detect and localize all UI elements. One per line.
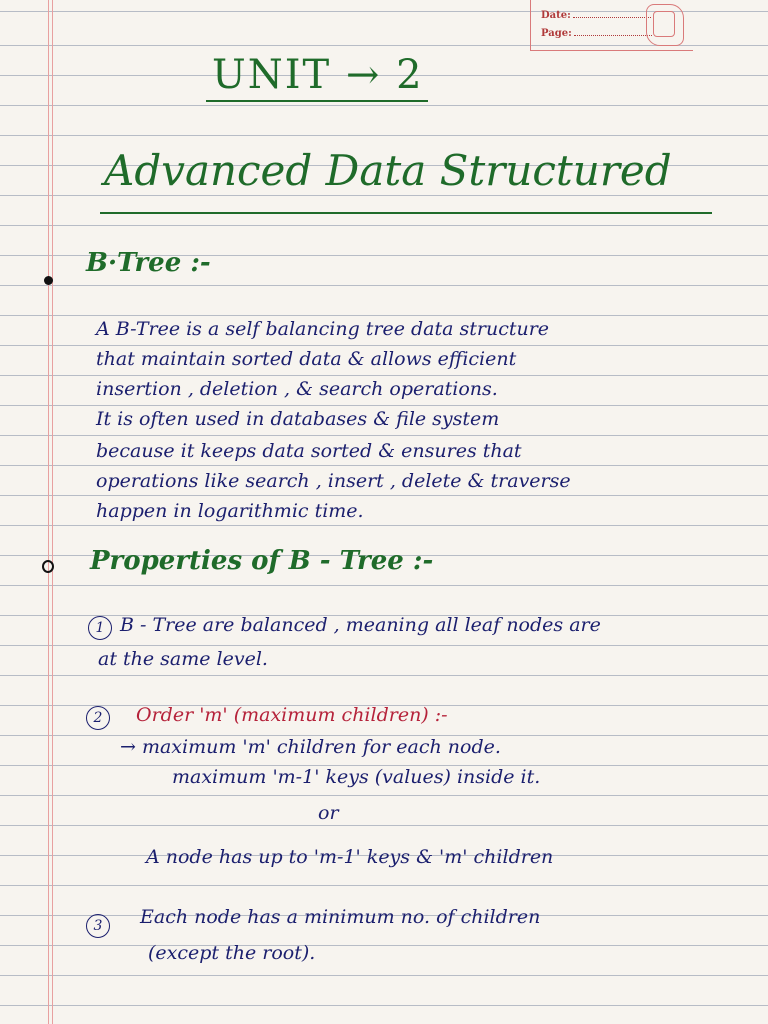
main-title-underline <box>100 212 712 214</box>
margin-line <box>48 0 49 1024</box>
property-2-heading: Order 'm' (maximum children) :- <box>136 704 448 726</box>
margin-line <box>52 0 53 1024</box>
property-3-line: (except the root). <box>148 942 316 964</box>
btree-line: that maintain sorted data & allows efficient <box>96 348 517 370</box>
btree-line: A B-Tree is a self balancing tree data structure <box>96 318 550 340</box>
btree-line: insertion , deletion , & search operations. <box>96 378 498 400</box>
property-2-line: → maximum 'm' children for each node. <box>120 736 501 758</box>
bullet-dot <box>44 276 53 285</box>
property-1-line: at the same level. <box>98 648 268 670</box>
date-label: Date: <box>541 10 571 21</box>
scroll-logo-icon <box>646 4 684 46</box>
btree-heading: B·Tree :- <box>86 248 211 278</box>
property-2-line: A node has up to 'm-1' keys & 'm' children <box>146 846 554 868</box>
unit-underline <box>206 100 428 102</box>
property-1-line: B - Tree are balanced , meaning all leaf nodes are <box>120 614 601 636</box>
main-title: Advanced Data Structured <box>104 146 672 195</box>
page-label: Page: <box>541 28 572 39</box>
bullet-ring <box>42 560 54 573</box>
property-number-2: 2 <box>86 706 110 730</box>
btree-line: operations like search , insert , delete & traverse <box>96 470 571 492</box>
property-number-3: 3 <box>86 914 110 938</box>
btree-line: It is often used in databases & file system <box>96 408 500 430</box>
properties-heading: Properties of B - Tree :- <box>90 546 434 576</box>
property-2-or: or <box>318 802 339 824</box>
btree-line: happen in logarithmic time. <box>96 500 364 522</box>
unit-title: UNIT → 2 <box>212 52 424 98</box>
property-3-line: Each node has a minimum no. of children <box>140 906 541 928</box>
property-number-1: 1 <box>88 616 112 640</box>
property-2-line: maximum 'm-1' keys (values) inside it. <box>172 766 541 788</box>
btree-line: because it keeps data sorted & ensures that <box>96 440 522 462</box>
